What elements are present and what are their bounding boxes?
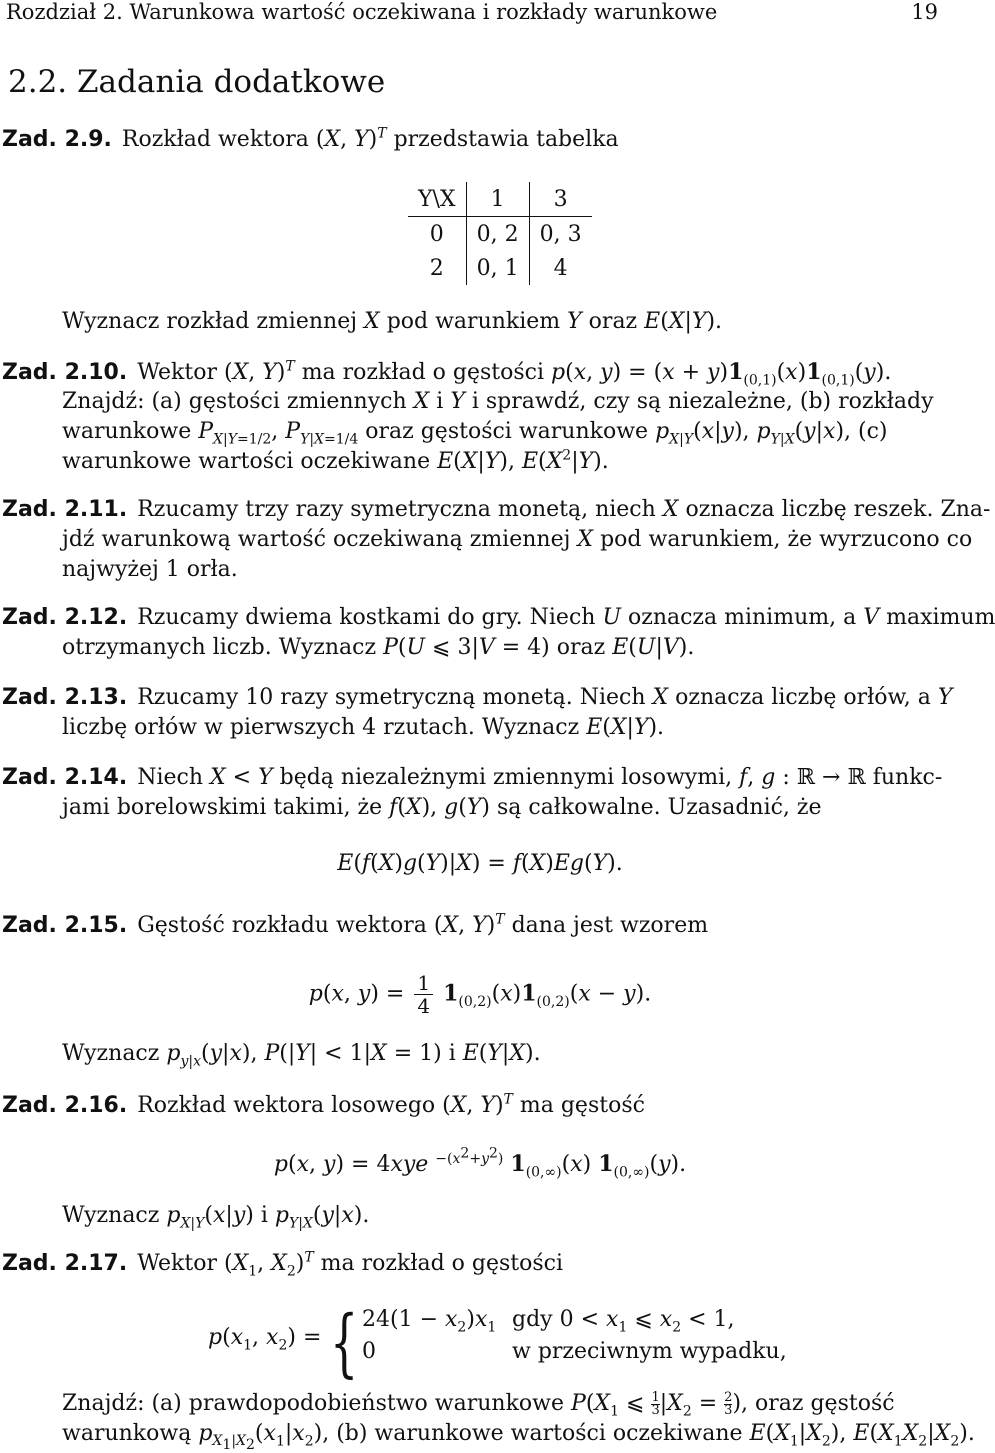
left-brace: { [330, 1300, 359, 1386]
piecewise-case-1: $24(1 - x_2)x_1$ [362, 1307, 497, 1336]
problem-text-line: warunkowe wartości oczekiwane E(X|Y), $E(X^2|Y)$. [62, 447, 609, 474]
running-header [0, 0, 960, 28]
table-cell: 0, 2 [466, 217, 529, 252]
table-cell: 1 [466, 182, 529, 217]
problem-label: Zad. 2.17. [2, 1251, 128, 1276]
problem-label: Zad. 2.12. [2, 605, 128, 630]
table-cell: 3 [529, 182, 591, 217]
problem-text-line: jdź warunkową wartość oczekiwaną zmiennej X pod warunkiem, że wyrzucono co [62, 527, 973, 552]
problem-label: Zad. 2.13. [2, 685, 128, 710]
problem-2-17: Zad. 2.17. Wektor ($X_1$, $X_2)^T$ ma rozkład o gęstości [2, 1249, 564, 1280]
problem-2-15: Zad. 2.15. Gęstość rozkładu wektora (X, Y)$^T$ dana jest wzorem [2, 911, 709, 938]
problem-label: Zad. 2.16. [2, 1093, 128, 1118]
table-row [408, 251, 592, 285]
display-equation: p(x, y) = $\frac{1}{4}$ $1_{(0,2)}(x)1_{(0,2)}(x - y)$. [308, 971, 652, 1018]
problem-label: Zad. 2.11. [2, 497, 128, 522]
problem-text-line: jami borelowskimi takimi, że f(X), g(Y) są całkowalne. Uzasadnić, że [62, 795, 822, 820]
table-cell: Y\X [408, 182, 466, 217]
problem-2-13: Zad. 2.13. Rzucamy 10 razy symetryczną monetą. Niech X oznacza liczbę orłów, a Y [2, 685, 953, 710]
piecewise-condition-2: w przeciwnym wypadku, [512, 1339, 787, 1364]
problem-2-9-task: Wyznacz rozkład zmiennej X pod warunkiem Y oraz E(X|Y). [62, 309, 723, 334]
piecewise-case-2: 0 [362, 1339, 376, 1364]
fraction: $\frac{1}{4}$ [414, 972, 433, 1017]
section-title: 2.2. Zadania dodatkowe [8, 64, 386, 100]
problem-text-line: liczbę orłów w pierwszych 4 rzutach. Wyznacz E(X|Y). [62, 715, 665, 740]
problem-2-9: Zad. 2.9. Rozkład wektora (X, Y)$^T$ przedstawia tabelka [2, 125, 619, 152]
problem-label: Zad. 2.10. [2, 360, 128, 385]
problem-2-10: Zad. 2.10. Wektor (X, Y)$^T$ ma rozkład o gęstości p(x, $y) = (x + y)1_{(0,1)}(x)1_{(0,1)}(y)$. [2, 358, 892, 389]
problem-text-line: Wyznacz $p_{y|x}(y|x)$, P(|Y| < 1|X = 1) i E(Y|X). [62, 1041, 541, 1070]
table-cell: 2 [429, 255, 444, 281]
problem-label: Zad. 2.15. [2, 913, 128, 938]
problem-text-line: Wyznacz $p_{X|Y}(x|y)$ i $p_{Y|X}(y|x)$. [62, 1203, 370, 1232]
fraction: $\frac{1}{3}$ [651, 1389, 660, 1418]
display-equation: p(x, y) = 4xye $^{-(x^2+y^2)}$ $1_{(0,\infty)}(x)$ $1_{(0,\infty)}(y)$. [273, 1145, 687, 1181]
table-header-row [408, 182, 592, 217]
problem-2-14: Zad. 2.14. Niech X < Y będą niezależnymi zmiennymi losowymi, f, g : ℝ → ℝ funkc- [2, 765, 943, 790]
page-number: 19 [911, 0, 938, 24]
problem-text-line: otrzymanych liczb. Wyznacz P(U ⩽ 3|V = 4) oraz E(U|V). [62, 635, 695, 660]
problem-2-16: Zad. 2.16. Rozkład wektora losowego (X, Y)$^T$ ma gęstość [2, 1091, 645, 1118]
table-cell: 0 [429, 221, 444, 247]
problem-label: Zad. 2.9. [2, 127, 112, 152]
piecewise-lhs: $p(x_1$, $x_2$) = [208, 1325, 322, 1354]
table-cell: 0, 3 [529, 217, 591, 252]
problem-2-12: Zad. 2.12. Rzucamy dwiema kostkami do gry. Niech U oznacza minimum, a V maximum [2, 605, 995, 630]
fraction: $\frac{2}{3}$ [724, 1389, 733, 1418]
problem-label: Zad. 2.14. [2, 765, 128, 790]
problem-text-line: warunkowe $P_{X|Y=1/2}$, $P_{Y|X=1/4}$ oraz gęstości warunkowe $p_{X|Y}(x|y)$, $p_{Y|X}(y|x)$, (c) [62, 419, 888, 448]
piecewise-condition-1: gdy $0 < x_1$ ⩽ $x_2 < 1$, [512, 1307, 735, 1336]
problem-text-line: Znajdź: (a) prawdopodobieństwo warunkowe $P(X_1$ ⩽ $\frac{1}{3}$ $|X_2$ = $\frac{2}{3}$ ), oraz gęstość [62, 1389, 895, 1420]
problem-text-line: warunkową $p_{X_1|X_2}(x_1|x_2)$, (b) warunkowe wartości oczekiwane $E(X_1|X_2)$, $E(X_1X_2|X_2)$. [62, 1421, 975, 1453]
problem-text-line: najwyżej 1 orła. [62, 557, 238, 582]
chapter-title: Rozdział 2. Warunkowa wartość oczekiwana i rozkłady warunkowe [6, 0, 718, 24]
distribution-table [408, 182, 592, 285]
problem-text-line: Znajdź: (a) gęstości zmiennych X i Y i sprawdź, czy są niezależne, (b) rozkłady [62, 389, 934, 414]
problem-2-11: Zad. 2.11. Rzucamy trzy razy symetryczna monetą, niech X oznacza liczbę reszek. Zna- [2, 497, 991, 522]
table-row [408, 217, 592, 252]
table-cell: 0, 1 [466, 251, 529, 285]
display-equation: E(f(X)g(Y)|X) = f(X)Eg(Y). [337, 851, 623, 876]
table-cell: 4 [529, 251, 591, 285]
